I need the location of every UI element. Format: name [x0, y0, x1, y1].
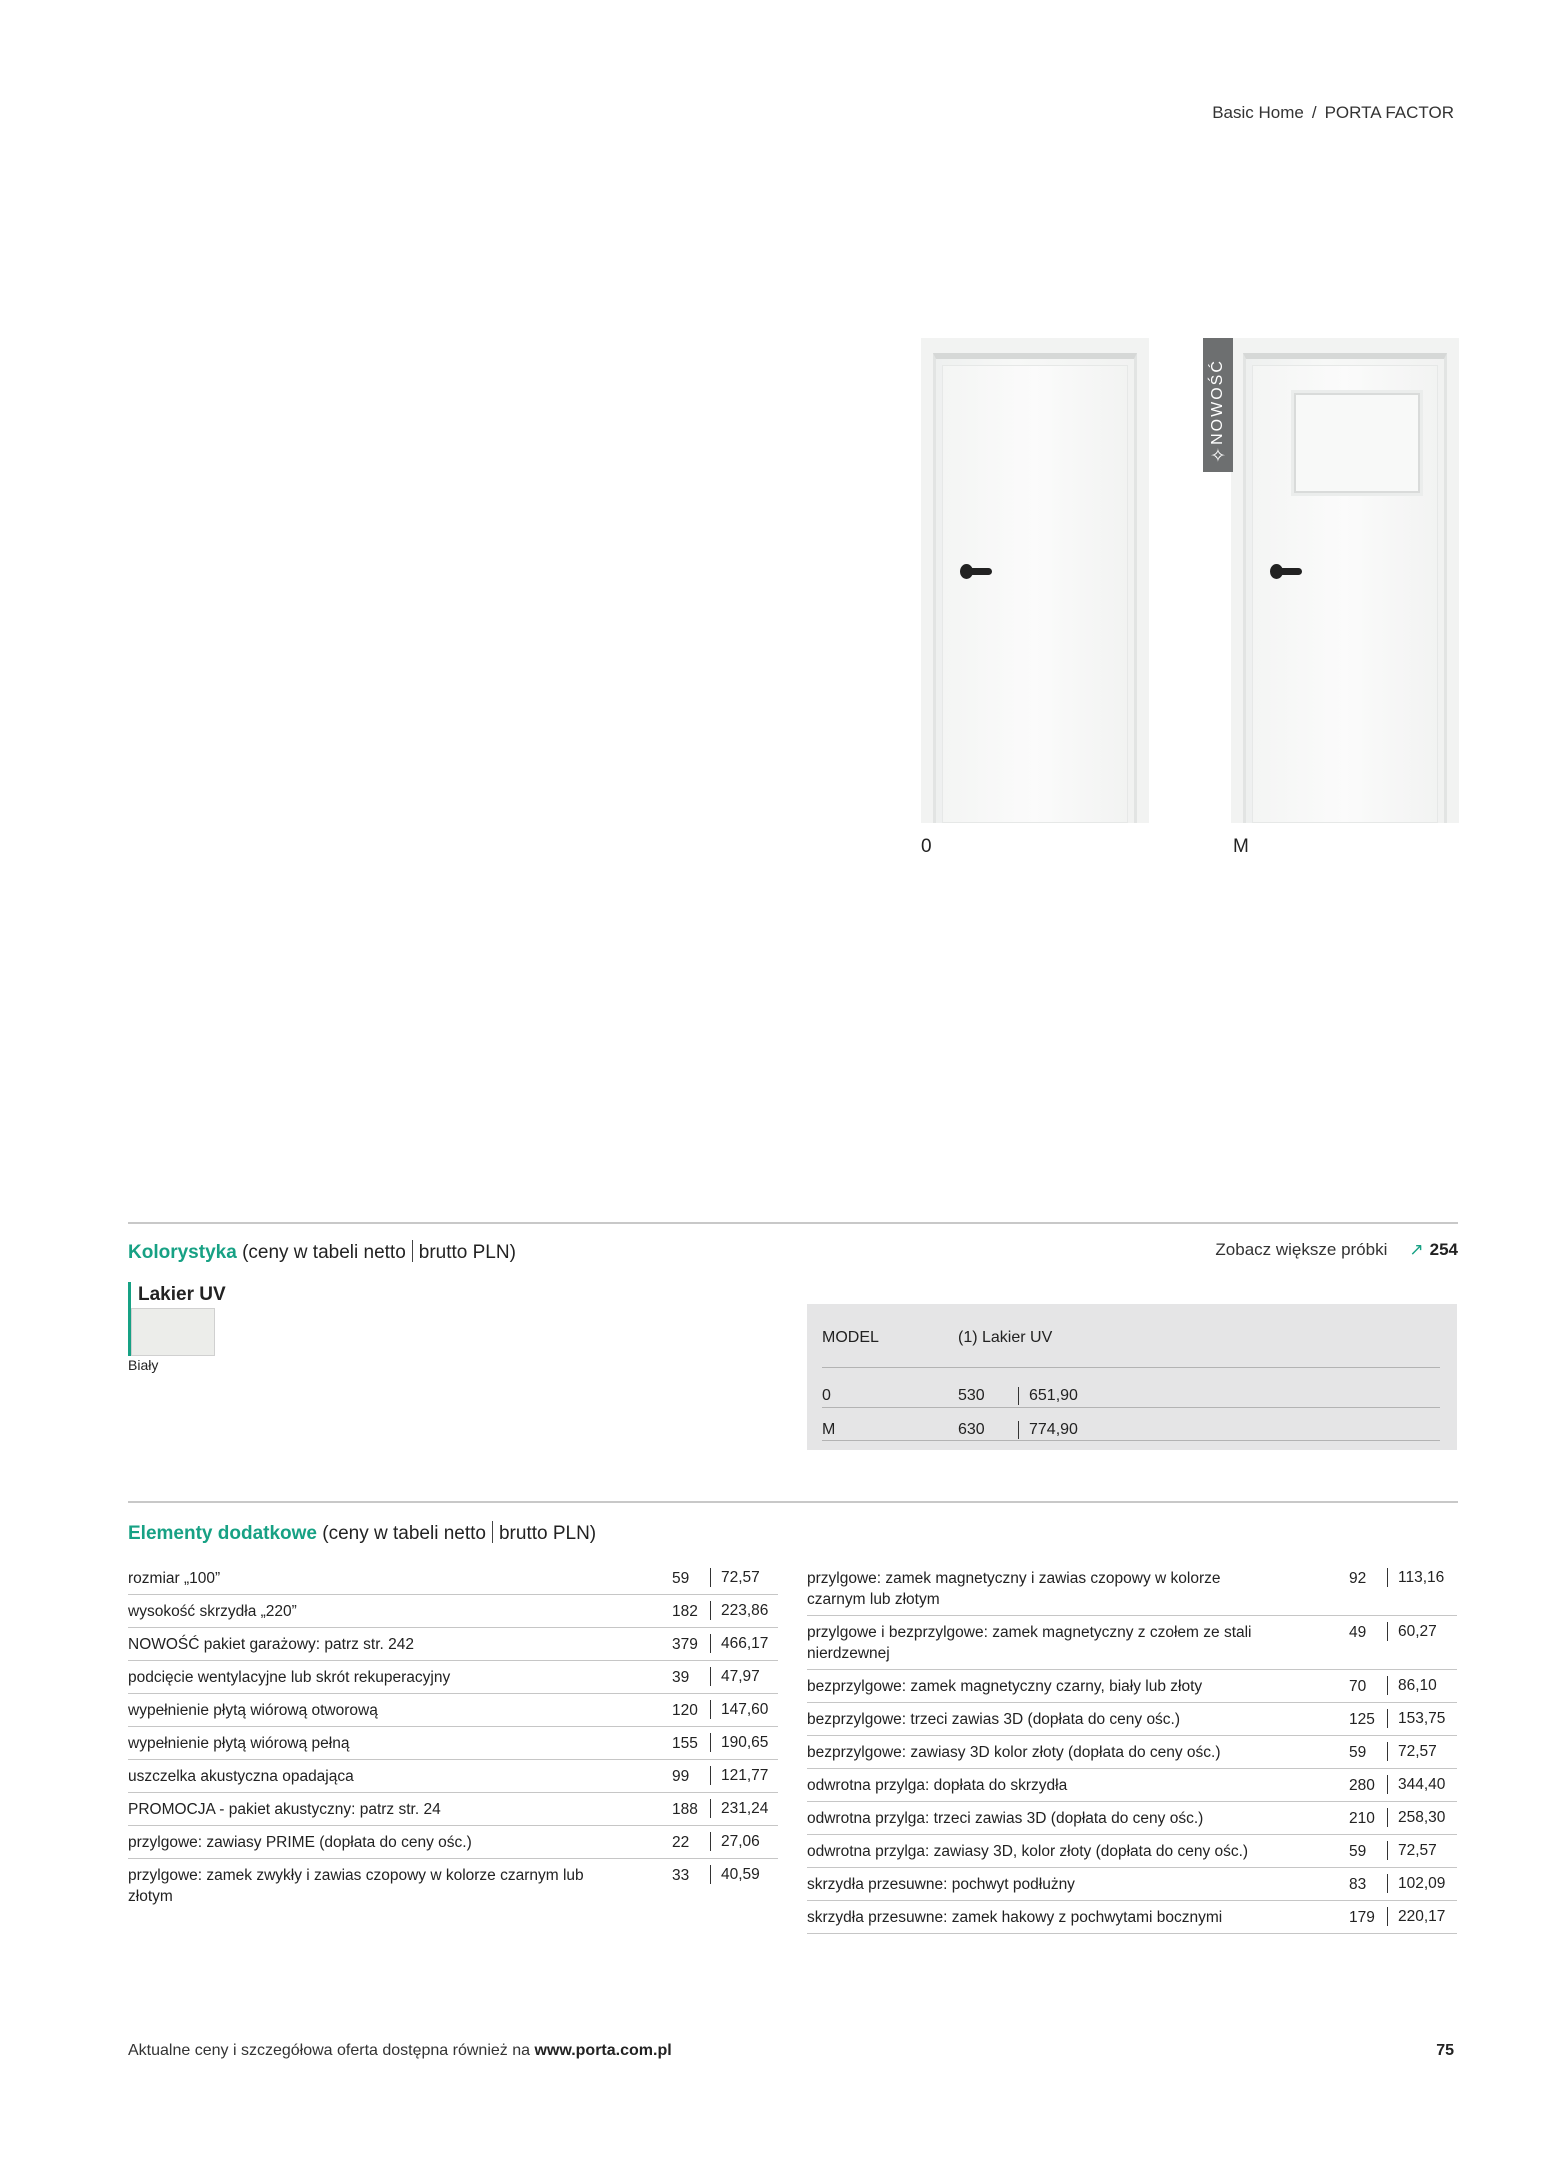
title-vertical-bar: [492, 1521, 493, 1543]
list-item: [807, 1802, 1457, 1835]
table-divider: [822, 1440, 1440, 1441]
item-net: 70: [1349, 1678, 1367, 1695]
list-item: [807, 1670, 1457, 1703]
item-net: 22: [672, 1834, 690, 1851]
door-glass-panel: [1294, 393, 1420, 493]
breadcrumb-first[interactable]: Basic Home: [1212, 103, 1304, 122]
row-net: 530: [958, 1387, 985, 1404]
list-item: [807, 1703, 1457, 1736]
item-gross: 40,59: [710, 1865, 760, 1884]
item-net: 155: [672, 1735, 698, 1752]
item-gross: 121,77: [710, 1766, 768, 1785]
elementy-title-post: brutto PLN): [498, 1523, 597, 1544]
item-gross: 113,16: [1387, 1568, 1444, 1587]
item-net: 59: [1349, 1744, 1367, 1761]
breadcrumb-second[interactable]: PORTA FACTOR: [1324, 103, 1454, 122]
new-badge-text: NOWOŚĆ: [1209, 359, 1226, 445]
item-label: podcięcie wentylacyjne lub skrót rekuperacyjny: [128, 1669, 451, 1686]
list-item: [128, 1661, 778, 1694]
section-divider: [128, 1501, 1458, 1503]
header-model: MODEL: [822, 1329, 879, 1346]
door-image-0: [921, 338, 1149, 823]
list-item: [807, 1835, 1457, 1868]
table-divider: [822, 1367, 1440, 1368]
list-item: [128, 1793, 778, 1826]
item-gross: 223,86: [710, 1601, 768, 1620]
list-item: [128, 1727, 778, 1760]
item-net: 179: [1349, 1909, 1375, 1926]
row-net: 630: [958, 1421, 985, 1438]
item-gross: 102,09: [1387, 1874, 1445, 1893]
item-gross: 72,57: [710, 1568, 760, 1587]
item-gross: 47,97: [710, 1667, 760, 1686]
extras-list-right: [807, 1562, 1457, 1934]
door-handle: [1272, 568, 1302, 575]
item-label: uszczelka akustyczna opadająca: [128, 1768, 354, 1785]
footer-text: Aktualne ceny i szczegółowa oferta dostępna również na: [128, 2042, 531, 2059]
swatch-group-title: Lakier UV: [128, 1282, 226, 1308]
larger-samples-text[interactable]: Zobacz większe próbki: [1215, 1240, 1388, 1259]
item-label: PROMOCJA - pakiet akustyczny: patrz str. 24: [128, 1801, 441, 1818]
item-gross: 258,30: [1387, 1808, 1445, 1827]
extras-list-left: [128, 1562, 778, 1912]
larger-samples-link[interactable]: [1215, 1240, 1458, 1260]
larger-samples-page[interactable]: 254: [1429, 1240, 1458, 1259]
item-net: 39: [672, 1669, 690, 1686]
section-divider: [128, 1222, 1458, 1224]
door-model-label: 0: [921, 836, 932, 857]
item-gross: 86,10: [1387, 1676, 1437, 1695]
item-label: wysokość skrzydła „220”: [128, 1603, 297, 1620]
item-gross: 72,57: [1387, 1841, 1437, 1860]
list-item: [807, 1616, 1457, 1670]
item-gross: 190,65: [710, 1733, 768, 1752]
kolorystyka-title-pre: (ceny w tabeli netto: [242, 1242, 406, 1263]
item-label: wypełnienie płytą wiórową pełną: [128, 1735, 350, 1752]
breadcrumb: [1212, 103, 1454, 123]
item-gross: 466,17: [710, 1634, 768, 1653]
item-label: skrzydła przesuwne: zamek hakowy z pochwytami bocznymi: [807, 1909, 1223, 1926]
item-label: przylgowe: zamek zwykły i zawias czopowy w kolorze czarnym lub złotym: [128, 1867, 584, 1905]
price-table: [807, 1304, 1457, 1450]
list-item: [128, 1595, 778, 1628]
list-item: [128, 1859, 778, 1912]
kolorystyka-title-post: brutto PLN): [418, 1242, 516, 1263]
door-model-label: M: [1233, 836, 1249, 857]
item-net: 59: [672, 1570, 690, 1587]
footer-note: [128, 2042, 672, 2060]
item-net: 182: [672, 1603, 698, 1620]
item-gross: 27,06: [710, 1832, 760, 1851]
item-label: bezprzylgowe: zawiasy 3D kolor złoty (dopłata do ceny ośc.): [807, 1744, 1221, 1761]
list-item: [807, 1868, 1457, 1901]
item-gross: 231,24: [710, 1799, 768, 1818]
item-gross: 72,57: [1387, 1742, 1437, 1761]
item-net: 125: [1349, 1711, 1375, 1728]
color-swatch-group: [128, 1282, 226, 1373]
color-swatch-bialy: [131, 1308, 215, 1356]
list-item: [807, 1901, 1457, 1934]
item-net: 120: [672, 1702, 698, 1719]
list-item: [128, 1826, 778, 1859]
list-item: [128, 1562, 778, 1595]
item-label: rozmiar „100”: [128, 1570, 221, 1587]
elementy-title: [128, 1521, 596, 1545]
row-gross: 651,90: [1018, 1387, 1078, 1405]
item-label: przylgowe: zawiasy PRIME (dopłata do ceny ośc.): [128, 1834, 472, 1851]
item-gross: 153,75: [1387, 1709, 1445, 1728]
item-net: 210: [1349, 1810, 1375, 1827]
page-number: 75: [1436, 2042, 1454, 2059]
item-label: bezprzylgowe: zamek magnetyczny czarny, biały lub złoty: [807, 1678, 1203, 1695]
list-item: [128, 1760, 778, 1793]
title-vertical-bar: [412, 1240, 413, 1262]
item-net: 33: [672, 1867, 690, 1884]
row-model: M: [822, 1421, 836, 1438]
kolorystyka-title-accent: Kolorystyka: [128, 1242, 237, 1263]
list-item: [807, 1769, 1457, 1802]
new-badge: [1203, 338, 1233, 472]
item-label: wypełnienie płytą wiórową otworową: [128, 1702, 378, 1719]
item-label: skrzydła przesuwne: pochwyt podłużny: [807, 1876, 1075, 1893]
sparkle-icon: ✧: [1210, 446, 1226, 467]
breadcrumb-separator: /: [1311, 103, 1317, 122]
list-item: [807, 1736, 1457, 1769]
item-label: przylgowe: zamek magnetyczny i zawias czopowy w kolorze czarnym lub złotym: [807, 1570, 1221, 1608]
list-item: [807, 1562, 1457, 1616]
item-label: odwrotna przylga: dopłata do skrzydła: [807, 1777, 1068, 1794]
door-image-m: [1231, 338, 1459, 823]
item-label: NOWOŚĆ pakiet garażowy: patrz str. 242: [128, 1636, 414, 1653]
item-net: 49: [1349, 1624, 1367, 1641]
row-model: 0: [822, 1387, 831, 1404]
item-label: odwrotna przylga: trzeci zawias 3D (dopłata do ceny ośc.): [807, 1810, 1204, 1827]
header-finish: (1) Lakier UV: [958, 1329, 1053, 1346]
item-net: 59: [1349, 1843, 1367, 1860]
footer-link[interactable]: www.porta.com.pl: [534, 2042, 672, 2059]
elementy-title-pre: (ceny w tabeli netto: [322, 1523, 486, 1544]
item-net: 92: [1349, 1570, 1367, 1587]
item-net: 188: [672, 1801, 698, 1818]
item-gross: 220,17: [1387, 1907, 1445, 1926]
table-divider: [822, 1407, 1440, 1408]
item-net: 99: [672, 1768, 690, 1785]
item-label: odwrotna przylga: zawiasy 3D, kolor złoty (dopłata do ceny ośc.): [807, 1843, 1249, 1860]
list-item: [128, 1694, 778, 1727]
arrow-up-right-icon: ↗: [1409, 1240, 1424, 1259]
item-label: przylgowe i bezprzylgowe: zamek magnetyczny z czołem ze stali nierdzewnej: [807, 1624, 1252, 1662]
item-label: bezprzylgowe: trzeci zawias 3D (dopłata do ceny ośc.): [807, 1711, 1181, 1728]
color-swatch-name: Biały: [128, 1357, 159, 1373]
row-gross: 774,90: [1018, 1421, 1078, 1439]
item-gross: 147,60: [710, 1700, 768, 1719]
list-item: [128, 1628, 778, 1661]
kolorystyka-title: [128, 1240, 516, 1264]
item-gross: 60,27: [1387, 1622, 1437, 1641]
item-net: 83: [1349, 1876, 1367, 1893]
elementy-title-accent: Elementy dodatkowe: [128, 1523, 317, 1544]
item-gross: 344,40: [1387, 1775, 1445, 1794]
item-net: 379: [672, 1636, 698, 1653]
item-net: 280: [1349, 1777, 1375, 1794]
door-handle: [962, 568, 992, 575]
